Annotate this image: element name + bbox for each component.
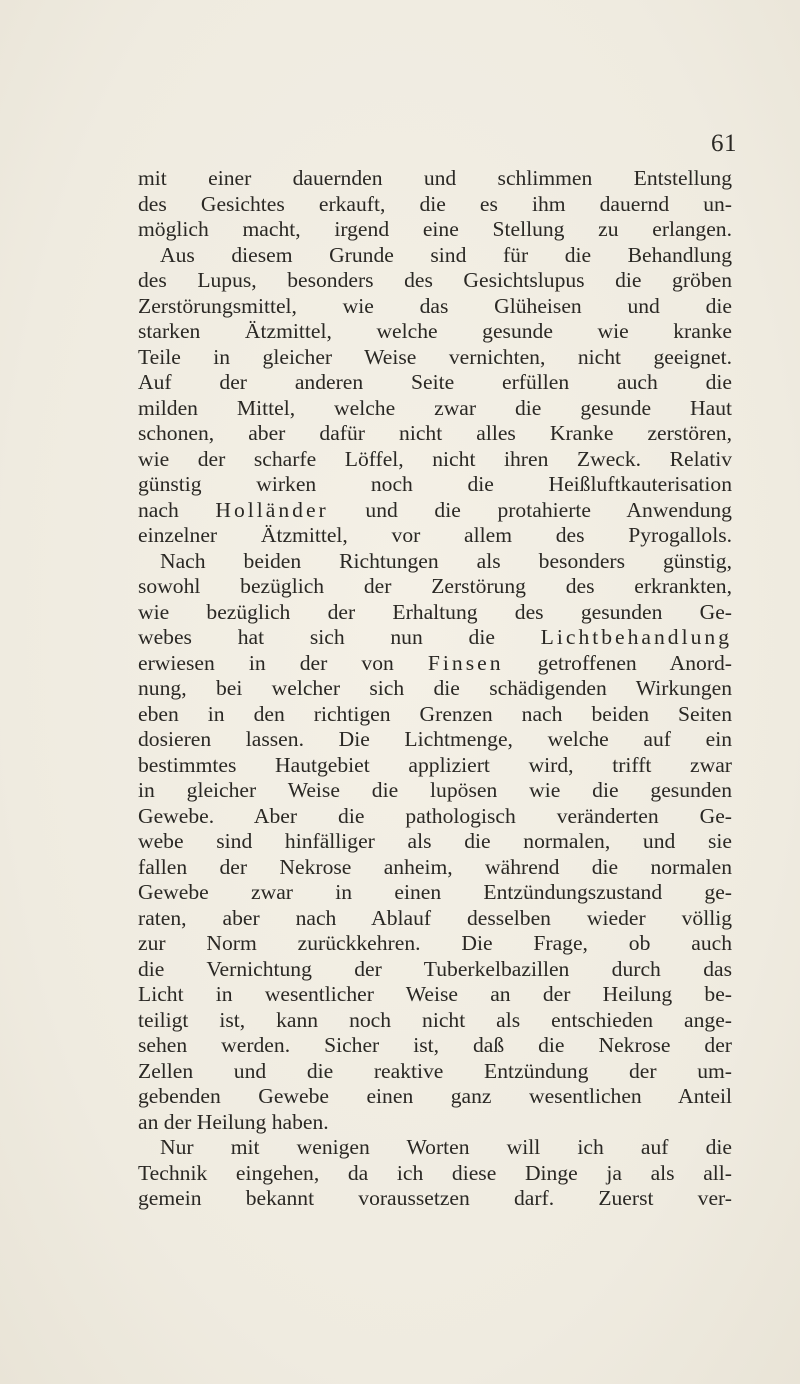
text-line: schonen, aber dafür nicht alles Kranke zerstören, xyxy=(138,421,732,445)
text-line: nach Holländer und die protahierte Anwendung xyxy=(138,497,732,522)
text-line: zur Norm zurückkehren. Die Frage, ob auch xyxy=(138,931,732,955)
text-line: an der Heilung haben. xyxy=(138,1109,329,1134)
text-line: in gleicher Weise die lupösen wie die gesunden xyxy=(138,778,732,802)
text-line: dosieren lassen. Die Lichtmenge, welche auf ein xyxy=(138,727,732,751)
text-line: raten, aber nach Ablauf desselben wieder völlig xyxy=(138,905,732,930)
text-line: einzelner Ätzmittel, vor allem des Pyrogallols. xyxy=(138,523,732,547)
text-line: teiligt ist, kann noch nicht als entschieden ange- xyxy=(138,1007,732,1032)
text-line: Gewebe zwar in einen Entzündungszustand ge- xyxy=(138,880,732,904)
text-line: Licht in wesentlicher Weise an der Heilung be- xyxy=(138,982,732,1006)
text-line: des Lupus, besonders des Gesichtslupus die gröben xyxy=(138,268,732,292)
text-line: bestimmtes Hautgebiet appliziert wird, trifft zwar xyxy=(138,752,732,777)
body-text xyxy=(138,166,732,1212)
text-line: Gewebe. Aber die pathologisch veränderten Ge- xyxy=(138,803,732,828)
text-line: webe sind hinfälliger als die normalen, und sie xyxy=(138,829,732,853)
text-line: nung, bei welcher sich die schädigenden Wirkungen xyxy=(138,676,732,700)
text-line: die Vernichtung der Tuberkelbazillen durch das xyxy=(138,956,732,981)
text-line: fallen der Nekrose anheim, während die normalen xyxy=(138,854,732,879)
text-line: eben in den richtigen Grenzen nach beiden Seiten xyxy=(138,701,732,726)
text-line: mit einer dauernden und schlimmen Entstellung xyxy=(138,166,732,190)
text-line: gebenden Gewebe einen ganz wesentlichen Anteil xyxy=(138,1084,732,1108)
text-line: möglich macht, irgend eine Stellung zu erlangen. xyxy=(138,217,732,241)
text-line: erwiesen in der von Finsen getroffenen Anord- xyxy=(138,650,732,675)
text-line: sowohl bezüglich der Zerstörung des erkrankten, xyxy=(138,574,732,598)
text-line: Nur mit wenigen Worten will ich auf die xyxy=(160,1135,732,1159)
text-line: wie der scharfe Löffel, nicht ihren Zweck. Relativ xyxy=(138,446,732,471)
text-line: günstig wirken noch die Heißluftkauterisation xyxy=(138,472,732,496)
text-line: Auf der anderen Seite erfüllen auch die xyxy=(138,370,732,394)
text-line: Nach beiden Richtungen als besonders günstig, xyxy=(160,548,732,573)
text-line: des Gesichtes erkauft, die es ihm dauernd un- xyxy=(138,191,732,216)
text-line: starken Ätzmittel, welche gesunde wie kranke xyxy=(138,319,732,343)
text-line: Teile in gleicher Weise vernichten, nicht geeignet. xyxy=(138,344,732,369)
page-number: 61 xyxy=(711,130,737,157)
text-line: Technik eingehen, da ich diese Dinge ja als all- xyxy=(138,1160,732,1185)
text-line: gemein bekannt voraussetzen darf. Zuerst ver- xyxy=(138,1186,732,1210)
text-line: Aus diesem Grunde sind für die Behandlung xyxy=(160,242,732,267)
text-line: milden Mittel, welche zwar die gesunde Haut xyxy=(138,395,732,420)
text-line: Zellen und die reaktive Entzündung der um- xyxy=(138,1058,732,1083)
text-line: Zerstörungsmittel, wie das Glüheisen und die xyxy=(138,293,732,318)
text-line: wie bezüglich der Erhaltung des gesunden Ge- xyxy=(138,599,732,624)
text-line: sehen werden. Sicher ist, daß die Nekrose der xyxy=(138,1033,732,1057)
text-line: webes hat sich nun die Lichtbehandlung xyxy=(138,625,732,649)
